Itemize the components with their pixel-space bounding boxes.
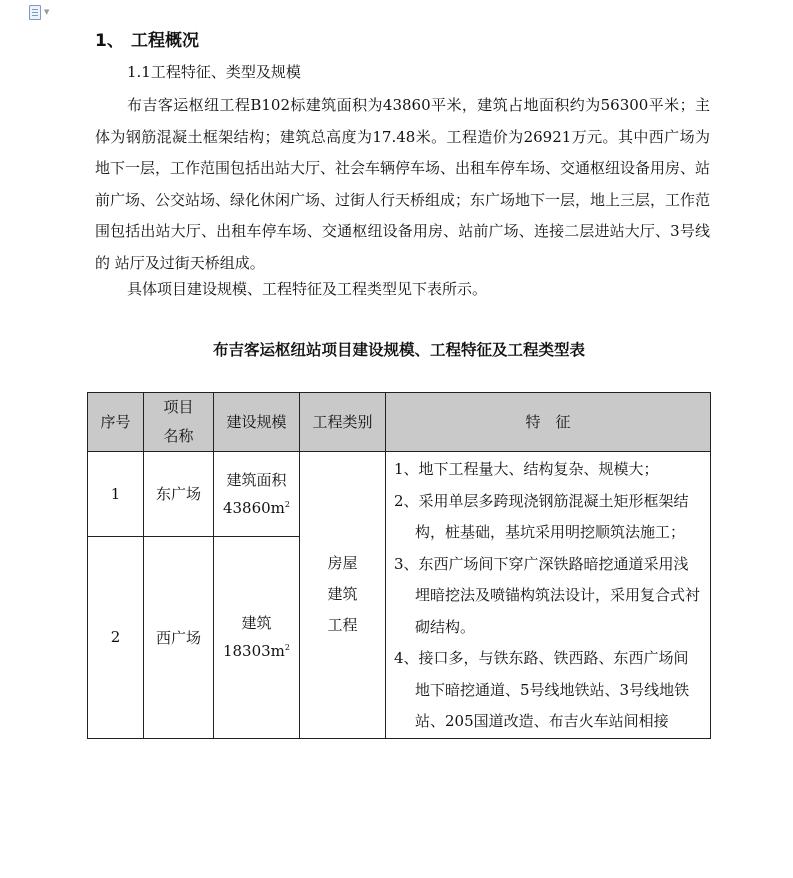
row-seq: 2: [88, 536, 144, 738]
row-scale: [214, 536, 300, 738]
feature-item: 4、接口多，与铁东路、铁西路、东西广场间地下暗挖通道、5号线地铁站、3号线地铁站、205国道改造、布吉火车站间相接: [394, 649, 690, 730]
header-scale: 建设规模: [214, 393, 300, 452]
table-intro-paragraph: 具体项目建设规模、工程特征及工程类型见下表所示。: [127, 280, 488, 298]
row-name: 东广场: [144, 452, 214, 537]
scale-unit-exponent: 2: [284, 643, 291, 653]
scale-number: 18303m: [222, 642, 285, 661]
feature-item: 3、东西广场间下穿广深铁路暗挖通道采用浅埋暗挖法及喷锚构筑法设计，采用复合式衬砌结构。: [394, 554, 701, 636]
category-cell: [300, 452, 386, 739]
document-icon[interactable]: [29, 5, 51, 19]
scale-number: 43860m: [222, 498, 285, 517]
header-seq: 序号: [88, 393, 144, 452]
feature-item: 1、地下工程量大、结构复杂、规模大；: [394, 460, 659, 478]
row-name: 西广场: [144, 536, 214, 738]
header-category: 工程类别: [300, 393, 386, 452]
row-scale: [214, 452, 300, 537]
features-cell: [386, 452, 711, 739]
section-title: 工程概况: [131, 31, 199, 51]
scale-label: 建筑: [241, 614, 272, 633]
category-line: 工程: [327, 616, 358, 635]
overview-paragraph: 布吉客运枢纽工程B102标建筑面积为43860平米，建筑占地面积约为56300平米；主体为钢筋混凝土框架结构；建筑总高度为17.48米。工程造价为26921万元。其中西广场为地下一层，工作范围包括出站大厅、社会车辆停车场、出租车停车场、交通枢纽设备用房、站前广场、公交站场、绿化休闲广场、过街人行天桥组成；东广场地下一层，地上三层，工作范围包括出站大厅、出租车停车场、交通枢纽设备用房、站前广场、连接二层进站大厅、3号线的 站厅及过街天桥组成。: [95, 96, 711, 272]
scale-value: [214, 494, 299, 522]
scale-label: 建筑面积: [226, 470, 287, 489]
subsection-heading: 1.1工程特征、类型及规模: [127, 63, 301, 81]
row-seq: 1: [88, 452, 144, 537]
project-table: [87, 392, 711, 739]
table-header-row: [88, 393, 711, 452]
category-line: 建筑: [327, 585, 358, 604]
category-line: 房屋: [327, 554, 358, 573]
table-row: [88, 452, 711, 537]
feature-item: 2、采用单层多跨现浇钢筋混凝土矩形框架结构，桩基础，基坑采用明挖顺筑法施工；: [394, 491, 689, 541]
scale-unit-exponent: 2: [284, 499, 291, 509]
header-name: [144, 393, 214, 452]
header-name-line2: 名称: [163, 427, 194, 445]
section-heading: [95, 26, 199, 51]
section-number: 1、: [95, 31, 124, 51]
scale-value: [214, 637, 299, 665]
page-glyph: [29, 5, 41, 20]
header-name-line1: 项目: [163, 398, 194, 416]
table-caption: 布吉客运枢纽站项目建设规模、工程特征及工程类型表: [212, 341, 585, 359]
dropdown-caret-icon[interactable]: ▼: [44, 8, 50, 16]
header-features: 特 征: [386, 393, 711, 452]
